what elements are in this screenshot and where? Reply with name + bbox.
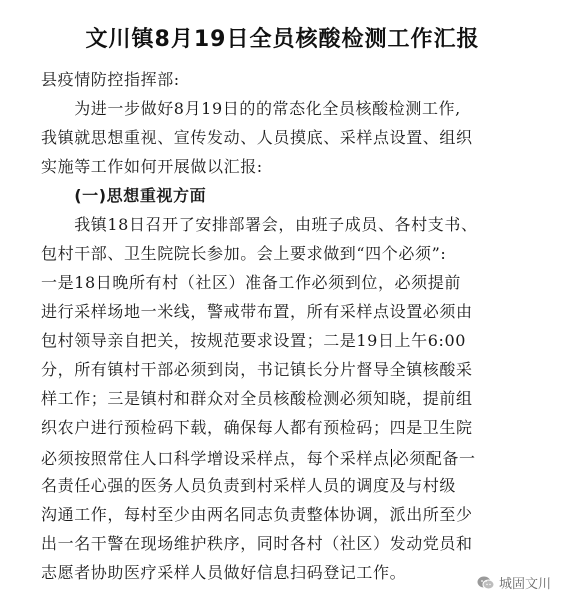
paragraph-line: 包村干部、卫生院院长参加。会上要求做到“四个必须”: (41, 244, 447, 263)
paragraph-line: 我镇就思想重视、宣传发动、人员摸底、采样点设置、组织 (41, 128, 473, 147)
section-heading: (一)思想重视方面 (41, 186, 207, 205)
paragraph-line: 分，所有镇村干部必须到岗，书记镇长分片督导全镇核酸采 (41, 360, 473, 379)
salutation: 县疫情防控指挥部: (41, 70, 180, 89)
paragraph-line: 名责任心强的医务人员负责到村采样人员的调度及与村级 (41, 476, 457, 495)
paragraph-line: 我镇18日召开了安排部署会，由班子成员、各村支书、 (41, 215, 478, 234)
paragraph-line: 样工作；三是镇村和群众对全员核酸检测必须知晓，提前组 (41, 389, 473, 408)
paragraph-line: 沟通工作，每村至少由两名同志负责整体协调，派出所至少 (41, 505, 473, 524)
line-text-before-cursor: 必须按照常住人口科学增设采样点，每个采样点 (41, 449, 390, 468)
wechat-icon (477, 575, 495, 591)
paragraph-line: 出一名干警在现场维护秩序，同时各村（社区）发动党员和 (41, 534, 473, 553)
paragraph-line: 为进一步做好8月19日的的常态化全员核酸检测工作, (41, 99, 461, 118)
paragraph-line-with-cursor[interactable] (41, 449, 476, 467)
watermark-text: 城固文川 (498, 577, 551, 592)
paragraph-line: 一是18日晚所有村（社区）准备工作必须到位，必须提前 (41, 273, 461, 292)
paragraph-line: 实施等工作如何开展做以汇报: (41, 157, 263, 176)
paragraph-line: 织农户进行预检码下载，确保每人都有预检码；四是卫生院 (41, 418, 473, 437)
paragraph-line: 志愿者协助医疗采样人员做好信息扫码登记工作。 (41, 563, 407, 582)
paragraph-line: 进行采样场地一米线，警戒带布置，所有采样点设置必须由 (41, 302, 473, 321)
account-watermark (473, 571, 555, 594)
paragraph-line: 包村领导亲自把关，按规范要求设置；二是19日上午6:00 (41, 331, 467, 350)
line-text-after-cursor: 必须配备一 (392, 449, 476, 468)
text-cursor (391, 449, 392, 467)
document-title: 文川镇8月19日全员核酸检测工作汇报 (85, 27, 480, 52)
